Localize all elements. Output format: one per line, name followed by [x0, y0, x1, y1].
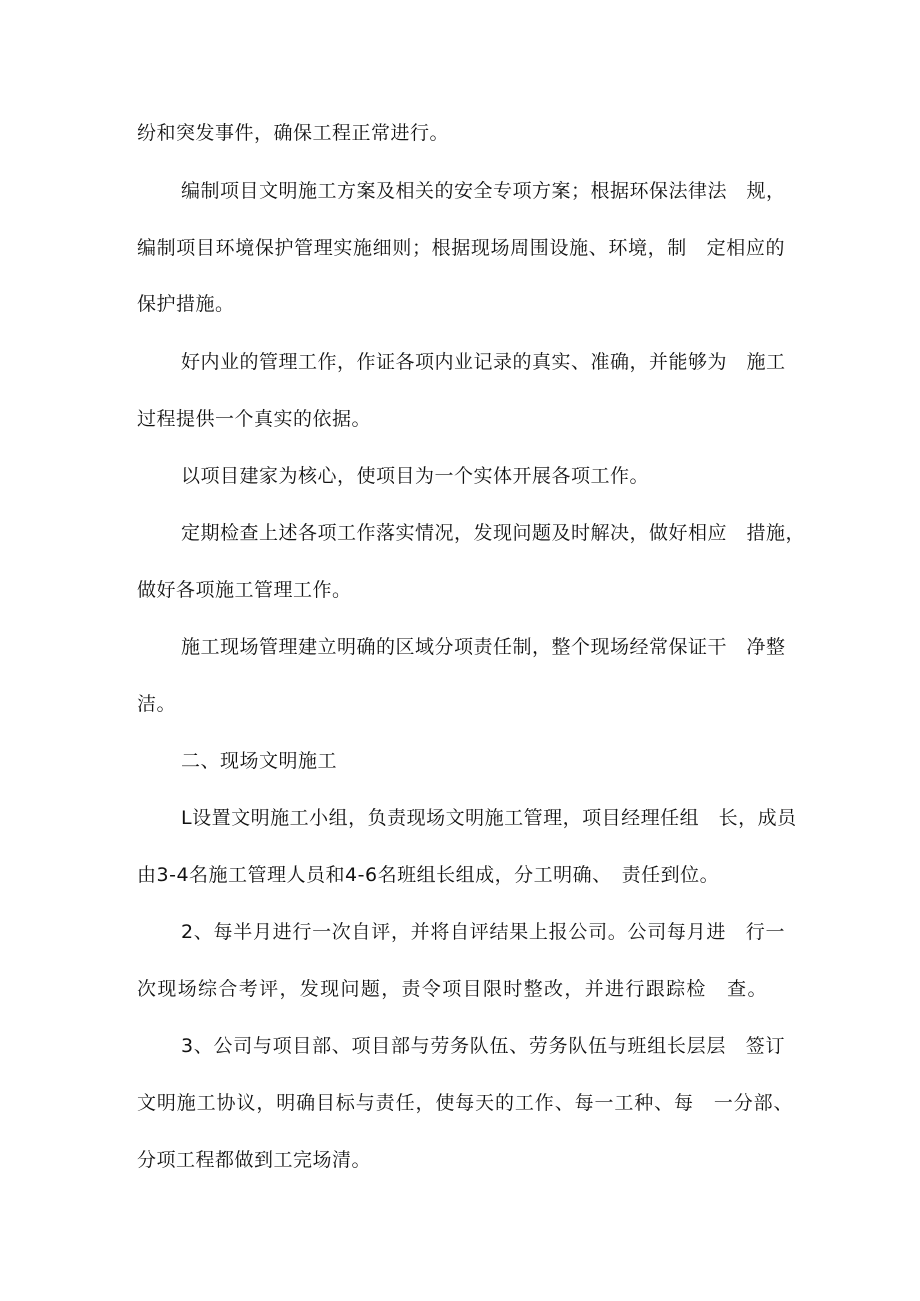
section-heading: 二、现场文明施工: [181, 750, 338, 772]
text-line: 过程提供一个真实的依据。: [137, 408, 372, 430]
text-line: 保护措施。: [137, 293, 235, 315]
text-line: 定期检查上述各项工作落实情况，发现问题及时解决，做好相应 措施，: [181, 522, 806, 544]
text-line: 编制项目文明施工方案及相关的安全专项方案；根据环保法律法 规，: [181, 180, 786, 202]
text-line: 分项工程都做到工完场清。: [137, 1149, 372, 1171]
text-line: 编制项目环境保护管理实施细则；根据现场周围设施、环境，制 定相应的: [137, 237, 785, 259]
text-line: L设置文明施工小组，负责现场文明施工管理，项目经理任组 长，成员: [181, 807, 797, 829]
text-line: 由3-4名施工管理人员和4-6名班组长组成，分工明确、 责任到位。: [137, 864, 720, 886]
text-line: 文明施工协议，明确目标与责任，使每天的工作、每一工种、每 一分部、: [137, 1092, 793, 1114]
text-line: 做好各项施工管理工作。: [137, 579, 352, 601]
text-line: 纷和突发事件，确保工程正常进行。: [137, 122, 450, 144]
text-line: 好内业的管理工作，作证各项内业记录的真实、准确，并能够为 施工: [181, 351, 786, 373]
text-line: 洁。: [137, 693, 177, 715]
text-line: 以项目建家为核心，使项目为一个实体开展各项工作。: [181, 465, 650, 487]
text-line: 3、公司与项目部、项目部与劳务队伍、劳务队伍与班组长层层 签订: [181, 1035, 785, 1057]
text-line: 次现场综合考评，发现问题，责令项目限时整改，并进行跟踪检 查。: [137, 978, 767, 1000]
text-line: 施工现场管理建立明确的区域分项责任制，整个现场经常保证干 净整: [181, 636, 786, 658]
text-line: 2、每半月进行一次自评，并将自评结果上报公司。公司每月进 行一: [181, 921, 785, 943]
